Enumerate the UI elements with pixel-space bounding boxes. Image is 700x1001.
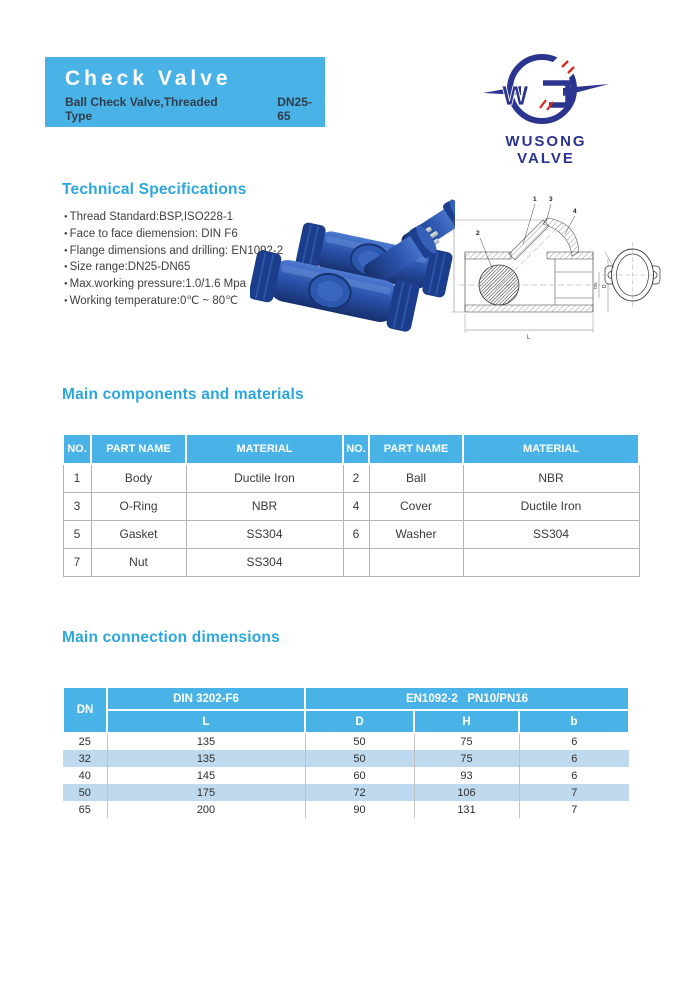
spec-item: ● Face to face diemension: DIN F6 xyxy=(64,226,294,243)
dimensions-heading: Main connection dimensions xyxy=(62,629,280,646)
dimensions-table xyxy=(62,686,630,818)
drawing-bonnet xyxy=(509,220,549,260)
spec-item: ● Thread Standard:BSP,ISO228-1 xyxy=(64,209,294,226)
cell: 93 xyxy=(414,767,519,784)
part-label-2: 2 xyxy=(476,230,480,237)
cell: 50 xyxy=(305,750,414,767)
cell: 7 xyxy=(63,548,91,576)
spec-item: ● Flange dimensions and drilling: EN1092-2 xyxy=(64,243,294,260)
cell: 6 xyxy=(519,733,629,750)
cell xyxy=(343,548,369,576)
table-row xyxy=(63,784,629,801)
cell: O-Ring xyxy=(91,492,186,520)
cell: 50 xyxy=(63,784,107,801)
column-header: NO. xyxy=(63,434,91,464)
cell: 75 xyxy=(414,733,519,750)
components-header-row xyxy=(63,434,639,464)
wusong-logo-icon xyxy=(481,48,611,132)
cell: Body xyxy=(91,464,186,492)
table-row xyxy=(63,548,639,576)
logo-monogram-w: W xyxy=(502,80,529,111)
cell: 145 xyxy=(107,767,305,784)
components-table xyxy=(62,433,640,577)
cell: Ball xyxy=(369,464,463,492)
cell: 175 xyxy=(107,784,305,801)
cell: Gasket xyxy=(91,520,186,548)
cell: Washer xyxy=(369,520,463,548)
cell: 7 xyxy=(519,784,629,801)
column-header: PART NAME xyxy=(369,434,463,464)
cell: 135 xyxy=(107,750,305,767)
cell: 60 xyxy=(305,767,414,784)
dim-label-h: H xyxy=(447,264,453,268)
spec-item: ● Max.working pressure:1.0/1.6 Mpa xyxy=(64,276,294,293)
cell: 32 xyxy=(63,750,107,767)
table-row xyxy=(63,492,639,520)
column-header: b xyxy=(519,710,629,733)
column-header: NO. xyxy=(343,434,369,464)
valve-product-image xyxy=(250,194,455,346)
cell: 6 xyxy=(519,750,629,767)
cell: 6 xyxy=(519,767,629,784)
part-label-3: 3 xyxy=(549,196,553,203)
cell: Cover xyxy=(369,492,463,520)
cell xyxy=(369,548,463,576)
table-row xyxy=(63,464,639,492)
page-title: Check Valve xyxy=(65,67,232,90)
cell: SS304 xyxy=(463,520,639,548)
dimensions-sub-header-row xyxy=(63,710,629,733)
cell: 2 xyxy=(343,464,369,492)
group-header-din: DIN 3202-F6 xyxy=(107,687,305,710)
company-name: WUSONG VALVE xyxy=(505,133,587,167)
cell: 5 xyxy=(63,520,91,548)
table-row xyxy=(63,801,629,818)
cell: 75 xyxy=(414,750,519,767)
part-label-4: 4 xyxy=(573,208,577,215)
cell: NBR xyxy=(186,492,343,520)
header-banner xyxy=(45,57,325,127)
spec-item: ● Size range:DN25-DN65 xyxy=(64,259,294,276)
column-header: H xyxy=(414,710,519,733)
table-row xyxy=(63,767,629,784)
cell: 106 xyxy=(414,784,519,801)
cell: SS304 xyxy=(186,520,343,548)
cell: 131 xyxy=(414,801,519,818)
column-header: MATERIAL xyxy=(186,434,343,464)
specs-heading: Technical Specifications xyxy=(62,181,247,198)
product-subtitle: Ball Check Valve,Threaded Type xyxy=(65,95,218,123)
size-range: DN25-65 xyxy=(277,95,312,123)
cell: 6 xyxy=(343,520,369,548)
cell: 50 xyxy=(305,733,414,750)
cell: Ductile Iron xyxy=(463,492,639,520)
valve-technical-drawing xyxy=(447,190,662,345)
column-header: MATERIAL xyxy=(463,434,639,464)
cell: 200 xyxy=(107,801,305,818)
dim-label-d: D xyxy=(602,284,608,288)
cell: 3 xyxy=(63,492,91,520)
cell: SS304 xyxy=(186,548,343,576)
group-header-en: EN1092-2 PN10/PN16 xyxy=(305,687,629,710)
cell xyxy=(463,548,639,576)
cell: Nut xyxy=(91,548,186,576)
cell: 65 xyxy=(78,803,91,816)
column-header: PART NAME xyxy=(91,434,186,464)
dim-label-l: L xyxy=(527,335,531,341)
cell: NBR xyxy=(463,464,639,492)
cell: 25 xyxy=(78,736,91,748)
brand-logo xyxy=(481,48,611,167)
column-header: D xyxy=(305,710,414,733)
spec-item: ● Working temperature:0℃ ~ 80℃ xyxy=(64,293,294,310)
cell: 4 xyxy=(343,492,369,520)
cell: Ductile Iron xyxy=(186,464,343,492)
dim-label-dn: DN xyxy=(593,282,598,289)
part-label-1: 1 xyxy=(533,196,537,203)
cell: 72 xyxy=(305,784,414,801)
table-row xyxy=(63,520,639,548)
column-header: L xyxy=(107,710,305,733)
cell: 90 xyxy=(305,801,414,818)
table-row xyxy=(63,733,629,750)
cell: 1 xyxy=(63,464,91,492)
components-heading: Main components and materials xyxy=(62,386,304,403)
cell: 135 xyxy=(107,733,305,750)
drawing-end-view xyxy=(603,242,662,308)
table-row xyxy=(63,750,629,767)
dimensions-group-header-row xyxy=(63,687,629,710)
cell: 40 xyxy=(78,769,91,782)
cell: 7 xyxy=(519,801,629,818)
column-header-dn: DN xyxy=(63,687,107,733)
header-subtitle-row xyxy=(65,95,325,123)
